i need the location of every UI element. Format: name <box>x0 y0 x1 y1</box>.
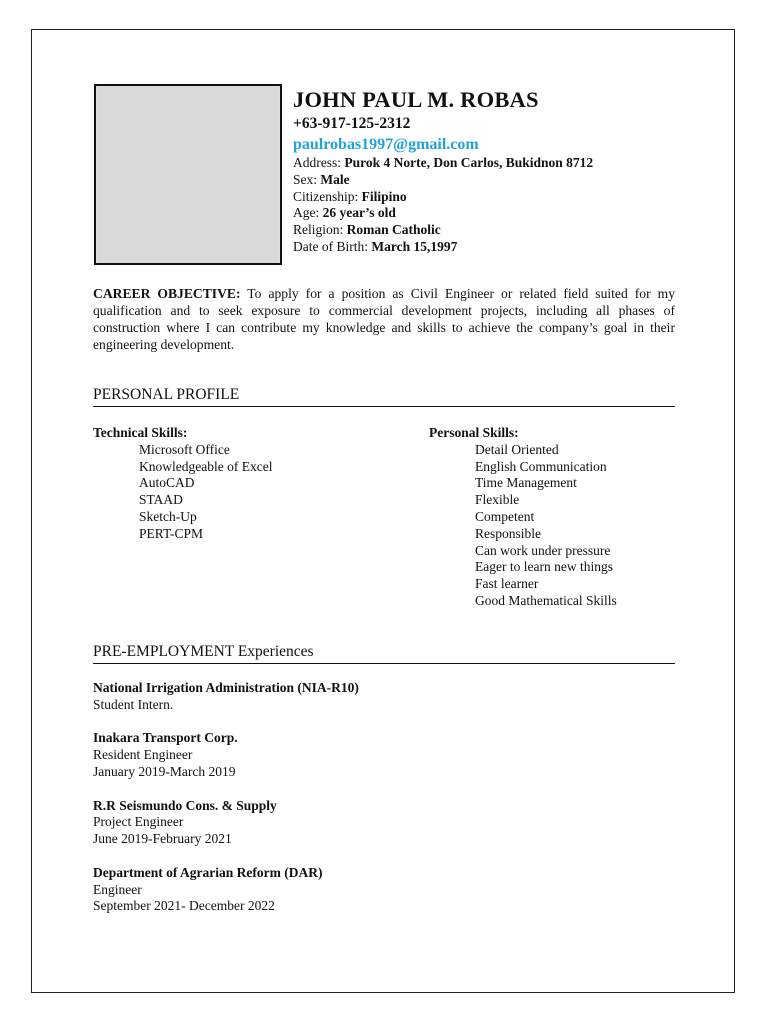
detail-value: Purok 4 Norte, Don Carlos, Bukidnon 8712 <box>344 155 594 170</box>
detail-value: Male <box>320 171 350 187</box>
detail-row <box>293 222 713 239</box>
phone-number: +63-917-125-2312 <box>293 115 411 132</box>
detail-row <box>293 189 713 206</box>
experience-dates: January 2019-March 2019 <box>93 763 236 779</box>
experience-role: Resident Engineer <box>93 747 193 763</box>
personal-skills-list <box>429 442 617 610</box>
skill-item: Competent <box>475 508 535 524</box>
skill-item: STAAD <box>139 492 183 508</box>
detail-label: Sex: <box>293 171 321 187</box>
detail-label: Age: <box>293 205 323 221</box>
detail-label: Date of Birth: <box>293 238 372 254</box>
detail-row <box>293 172 713 189</box>
skill-item: Can work under pressure <box>475 542 611 558</box>
skill-item: Fast learner <box>475 576 539 592</box>
career-objective <box>93 285 675 353</box>
detail-value: March 15,1997 <box>371 238 458 254</box>
detail-label: Address: <box>293 155 345 170</box>
skill-item: AutoCAD <box>139 475 195 491</box>
experience-heading: PRE-EMPLOYMENT Experiences <box>93 642 675 664</box>
profile-photo <box>94 84 282 265</box>
experience-organization: National Irrigation Administration (NIA-R10) <box>93 680 359 695</box>
experience-dates: June 2019-February 2021 <box>93 831 232 847</box>
skill-item: Microsoft Office <box>139 441 230 457</box>
personal-skills <box>429 425 617 610</box>
experience-dates: September 2021- December 2022 <box>93 898 275 914</box>
personal-details <box>293 155 713 256</box>
skill-item: Knowledgeable of Excel <box>139 458 273 474</box>
detail-value: Roman Catholic <box>346 222 441 238</box>
detail-row <box>293 239 713 256</box>
experience-list <box>93 680 675 932</box>
experience-role: Student Intern. <box>93 696 174 712</box>
detail-row <box>293 155 713 172</box>
personal-profile-heading: PERSONAL PROFILE <box>93 385 675 407</box>
detail-label: Citizenship: <box>293 188 362 204</box>
skill-item: Sketch-Up <box>139 508 197 524</box>
experience-organization: Inakara Transport Corp. <box>93 730 238 746</box>
skill-item: Time Management <box>475 475 577 491</box>
experience-role: Engineer <box>93 881 142 897</box>
skill-item: Detail Oriented <box>475 441 559 457</box>
technical-skills-list <box>93 442 272 543</box>
email-link[interactable]: paulrobas1997@gmail.com <box>293 136 479 153</box>
detail-value: 26 year’s old <box>322 205 396 221</box>
skill-item: English Communication <box>475 458 607 474</box>
personal-skills-title: Personal Skills: <box>429 425 519 440</box>
skill-item: Eager to learn new things <box>475 559 613 575</box>
experience-organization: R.R Seismundo Cons. & Supply <box>93 797 277 813</box>
technical-skills-title: Technical Skills: <box>93 425 188 440</box>
experience-item <box>93 680 675 714</box>
skill-item: Flexible <box>475 492 520 508</box>
skill-item: Good Mathematical Skills <box>475 592 617 608</box>
experience-role: Project Engineer <box>93 814 184 830</box>
portrait-image <box>96 86 280 263</box>
experience-item <box>93 865 675 915</box>
resume-page <box>31 29 735 993</box>
experience-item <box>93 730 675 780</box>
skill-item: Responsible <box>475 525 541 541</box>
applicant-name: JOHN PAUL M. ROBAS <box>293 87 539 112</box>
career-objective-text: To apply for a position as Civil Engineer or related field suited for my qualification and to seek exposure to commercial development projects, including all phases of construction where I can contribute my knowledge and skills to achieve the company’s goal in their engineering development. <box>93 286 675 352</box>
detail-value: Filipino <box>361 188 407 204</box>
career-objective-label: CAREER OBJECTIVE: <box>93 286 241 301</box>
technical-skills <box>93 425 272 543</box>
experience-organization: Department of Agrarian Reform (DAR) <box>93 864 323 880</box>
detail-row <box>293 205 713 222</box>
experience-item <box>93 798 675 848</box>
contact-header <box>293 86 713 256</box>
skill-item: PERT-CPM <box>139 525 203 541</box>
detail-label: Religion: <box>293 222 347 238</box>
